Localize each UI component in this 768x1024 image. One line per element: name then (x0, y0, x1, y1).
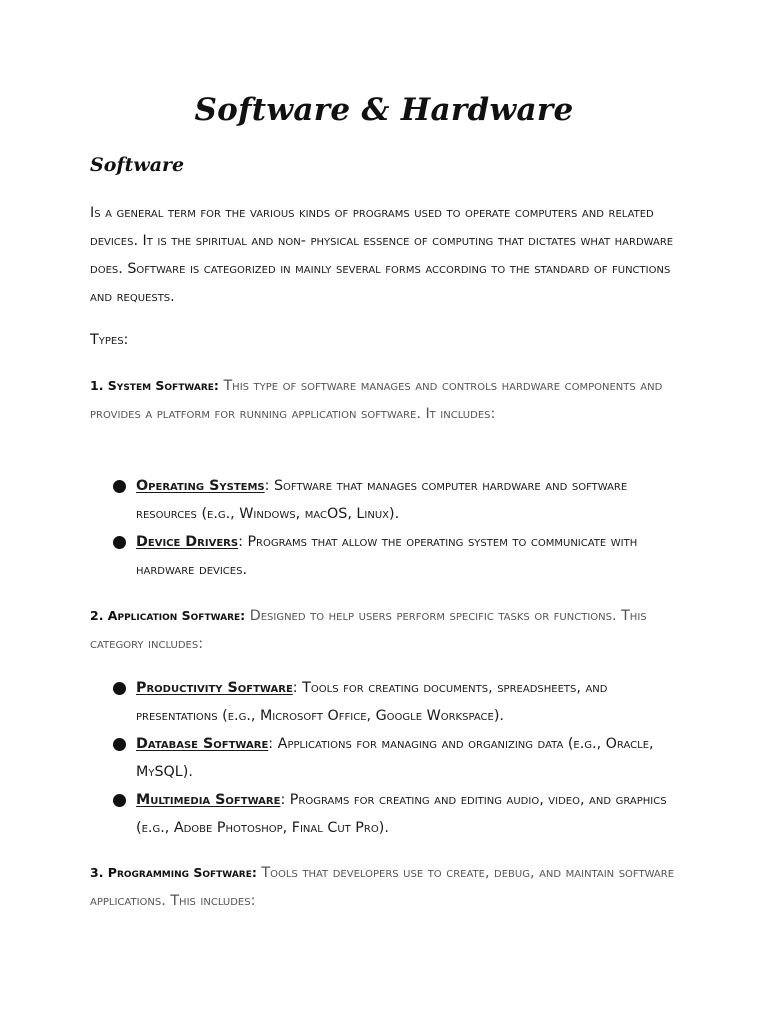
application-software-label: 2. Application Software: (90, 608, 246, 623)
list-item (110, 674, 690, 730)
intro-paragraph: Is a general term for the various kinds of programs used to operate computers and related devices. It is the spiritual and non- physical essence of computing that dictates what hardware does. Software is categorized in mainly several forms according to the standard of functions and requests. (90, 205, 674, 305)
application-software-paragraph (90, 602, 690, 658)
list-item-desc: : Tools for creating documents, spreadsheets, and presentations (e.g., Microsoft Office, Google Workspace). (136, 680, 608, 724)
bullet-icon (113, 794, 126, 807)
bullet-icon (113, 480, 126, 493)
list-item (110, 730, 690, 786)
bullet-icon (113, 738, 126, 751)
types-label: Types: (90, 332, 129, 348)
list-item-desc: : Programs for creating and editing audio, video, and graphics (e.g., Adobe Photoshop, Final Cut Pro). (136, 792, 667, 836)
system-software-text: This type of software manages and controls hardware components and provides a platform for running application software. It includes: (90, 378, 663, 422)
list-item-desc: : Programs that allow the operating system to communicate with hardware devices. (136, 534, 638, 578)
list-item (110, 472, 690, 528)
system-software-label: 1. System Software: (90, 378, 219, 393)
list-item-desc: : Software that manages computer hardware and software resources (e.g., Windows, macOS, Linux). (136, 478, 628, 522)
section-heading-software: Software (90, 154, 185, 176)
bullet-icon (113, 536, 126, 549)
list-item-term: Device Drivers (136, 534, 239, 550)
list-item-desc: : Applications for managing and organizing data (e.g., Oracle, MySQL). (136, 736, 654, 780)
application-software-text: Designed to help users perform specific tasks or functions. This category includes: (90, 608, 647, 652)
programming-software-paragraph (90, 859, 690, 915)
application-software-list (110, 674, 690, 842)
list-item-term: Database Software (136, 736, 269, 752)
list-item-term: Operating Systems (136, 478, 265, 494)
system-software-paragraph (90, 372, 690, 428)
system-software-list (110, 472, 690, 584)
bullet-icon (113, 682, 126, 695)
document-title: Software & Hardware (194, 92, 574, 128)
list-item-term: Multimedia Software (136, 792, 281, 808)
list-item (110, 528, 690, 584)
programming-software-text: Tools that developers use to create, debug, and maintain software applications. This includes: (90, 865, 675, 909)
programming-software-label: 3. Programming Software: (90, 865, 257, 880)
list-item-term: Productivity Software (136, 680, 293, 696)
list-item (110, 786, 690, 842)
